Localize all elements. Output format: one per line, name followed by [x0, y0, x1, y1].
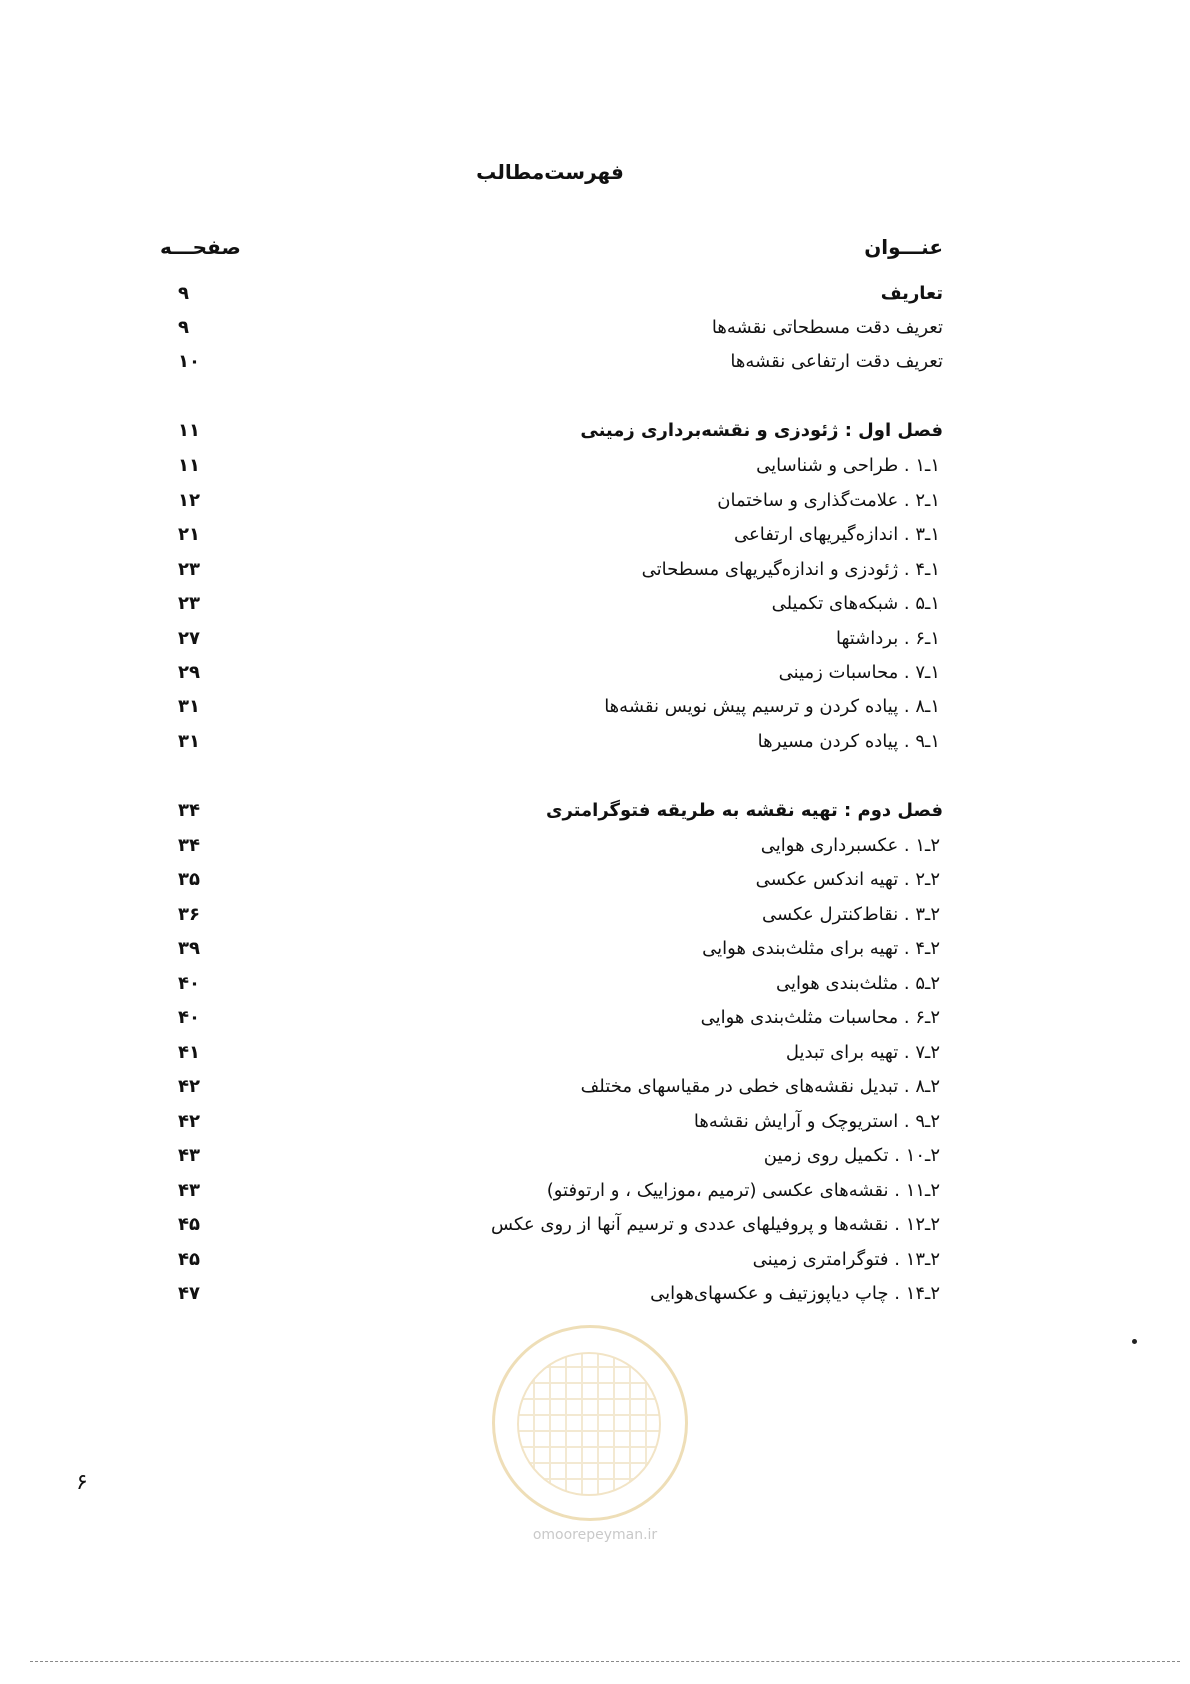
toc-entry-page: ۴۲ — [178, 1076, 200, 1097]
toc-entry — [0, 794, 1190, 828]
toc-entry-title: ۲ـ۴ . تهیه برای مثلث‌بندی هوایی — [702, 938, 940, 959]
toc-entry — [0, 967, 1190, 1001]
watermark-text: omoorepeyman.ir — [532, 1527, 658, 1543]
toc-entry — [0, 1001, 1190, 1035]
toc-entry-page: ۳۱ — [178, 696, 200, 717]
title-column-header: عنـــوان — [864, 235, 943, 259]
toc-entry — [0, 587, 1190, 621]
toc-entry-page: ۲۹ — [178, 662, 200, 683]
toc-entry — [0, 484, 1190, 518]
toc-entry-page: ۳۴ — [178, 835, 200, 856]
toc-entry-page: ۴۲ — [178, 1111, 200, 1132]
toc-entry-title: ۲ـ۱۰ . تکمیل روی زمین — [763, 1145, 940, 1166]
toc-entry-title: ۱ـ۴ . ژئودزی و اندازه‌گیریهای مسطحاتی — [641, 559, 940, 580]
toc-entry-page: ۳۵ — [178, 869, 200, 890]
toc-entry-title: ۲ـ۹ . استریوچک و آرایش نقشه‌ها — [693, 1111, 940, 1132]
toc-entry-title: تعریف دقت مسطحاتی نقشه‌ها — [711, 317, 943, 338]
toc-entry-title: تعاریف — [880, 283, 943, 304]
toc-entry — [0, 898, 1190, 932]
toc-entry-page: ۴۳ — [178, 1180, 200, 1201]
toc-entry-page: ۱۱ — [178, 455, 200, 476]
watermark-logo — [492, 1325, 688, 1521]
toc-entry-page: ۱۰ — [178, 351, 200, 372]
page-column-header: صفحـــه — [160, 235, 241, 259]
toc-entry-page: ۳۶ — [178, 904, 200, 925]
toc-entry — [0, 863, 1190, 897]
toc-entry-title: ۱ـ۲ . علامت‌گذاری و ساختمان — [717, 490, 940, 511]
toc-entry-title: ۲ـ۱۴ . چاپ دیاپوزتیف و عکسهای‌هوایی — [650, 1283, 940, 1304]
toc-entry-page: ۴۰ — [178, 1007, 200, 1028]
toc-entry-page: ۲۳ — [178, 593, 200, 614]
toc-entry — [0, 1277, 1190, 1311]
toc-entry-title: ۱ـ۷ . محاسبات زمینی — [778, 662, 940, 683]
toc-entry-page: ۹ — [178, 317, 189, 338]
toc-entry-page: ۱۱ — [178, 420, 200, 441]
toc-entry-page: ۴۵ — [178, 1214, 200, 1235]
toc-entry — [0, 1174, 1190, 1208]
toc-entry — [0, 449, 1190, 483]
toc-entry-title: ۲ـ۸ . تبدیل نقشه‌های خطی در مقیاسهای مختلف — [580, 1076, 940, 1097]
toc-entry — [0, 311, 1190, 345]
toc-entry-title: ۲ـ۲ . تهیه اندکس عکسی — [755, 869, 940, 890]
toc-entry — [0, 414, 1190, 448]
toc-entry-page: ۴۷ — [178, 1283, 200, 1304]
toc-entry — [0, 690, 1190, 724]
toc-entry-title: ۱ـ۱ . طراحی و شناسایی — [756, 455, 940, 476]
toc-entry — [0, 829, 1190, 863]
toc-entry-title: ۱ـ۸ . پیاده کردن و ترسیم پیش نویس نقشه‌ها — [604, 696, 940, 717]
toc-entry — [0, 1070, 1190, 1104]
toc-entry-title: فصل دوم : تهیه نقشه به طریقه فتوگرامتری — [545, 800, 943, 821]
toc-entry-page: ۴۰ — [178, 973, 200, 994]
toc-entry-page: ۴۳ — [178, 1145, 200, 1166]
toc-entry — [0, 622, 1190, 656]
toc-entry — [0, 932, 1190, 966]
toc-entry-page: ۳۱ — [178, 731, 200, 752]
toc-entry-page: ۴۱ — [178, 1042, 200, 1063]
toc-entry-page: ۹ — [178, 283, 189, 304]
toc-entry — [0, 725, 1190, 759]
toc-entry-title: ۲ـ۱۱ . نقشه‌های عکسی (ترمیم ،موزاییک ، و ارتوفتو) — [546, 1180, 940, 1201]
toc-entry-page: ۱۲ — [178, 490, 200, 511]
toc-entry — [0, 1139, 1190, 1173]
toc-entry-title: ۲ـ۵ . مثلث‌بندی هوایی — [775, 973, 940, 994]
watermark-grid — [517, 1352, 661, 1496]
toc-entry — [0, 277, 1190, 311]
toc-entry-title: تعریف دقت ارتفاعی نقشه‌ها — [730, 351, 943, 372]
toc-entry-page: ۳۴ — [178, 800, 200, 821]
bottom-dashed-line — [30, 1661, 1180, 1662]
margin-page-number: ۶ — [76, 1470, 88, 1495]
toc-entry — [0, 518, 1190, 552]
toc-entry-title: فصل اول : ژئودزی و نقشه‌برداری زمینی — [580, 420, 943, 441]
toc-entry-title: ۱ـ۵ . شبکه‌های تکمیلی — [771, 593, 940, 614]
toc-entry-title: ۲ـ۱۳ . فتوگرامتری زمینی — [752, 1249, 940, 1270]
toc-entry-title: ۲ـ۱۲ . نقشه‌ها و پروفیلهای عددی و ترسیم آنها از روی عکس — [491, 1214, 940, 1235]
stray-dot — [1132, 1339, 1137, 1344]
toc-entry — [0, 656, 1190, 690]
toc-entry — [0, 1036, 1190, 1070]
toc-entry-title: ۲ـ۱ . عکسبرداری هوایی — [760, 835, 940, 856]
toc-entry-page: ۲۷ — [178, 628, 200, 649]
toc-entry-title: ۲ـ۳ . نقاط‌کنترل عکسی — [762, 904, 940, 925]
toc-entry — [0, 1105, 1190, 1139]
toc-entry-title: ۱ـ۳ . اندازه‌گیریهای ارتفاعی — [734, 524, 940, 545]
toc-entry-title: ۱ـ۹ . پیاده کردن مسیرها — [757, 731, 940, 752]
toc-entry-title: ۲ـ۶ . محاسبات مثلث‌بندی هوایی — [700, 1007, 940, 1028]
toc-entry — [0, 1243, 1190, 1277]
toc-entry-page: ۴۵ — [178, 1249, 200, 1270]
toc-entry-page: ۳۹ — [178, 938, 200, 959]
toc-entry-title: ۱ـ۶ . برداشتها — [835, 628, 940, 649]
toc-entry — [0, 1208, 1190, 1242]
toc-entry-title: ۲ـ۷ . تهیه برای تبدیل — [785, 1042, 940, 1063]
page-title: فهرست‌مطالب — [476, 160, 624, 184]
toc-entry — [0, 345, 1190, 379]
toc-entry-page: ۲۱ — [178, 524, 200, 545]
toc-entry — [0, 553, 1190, 587]
toc-entry-page: ۲۳ — [178, 559, 200, 580]
